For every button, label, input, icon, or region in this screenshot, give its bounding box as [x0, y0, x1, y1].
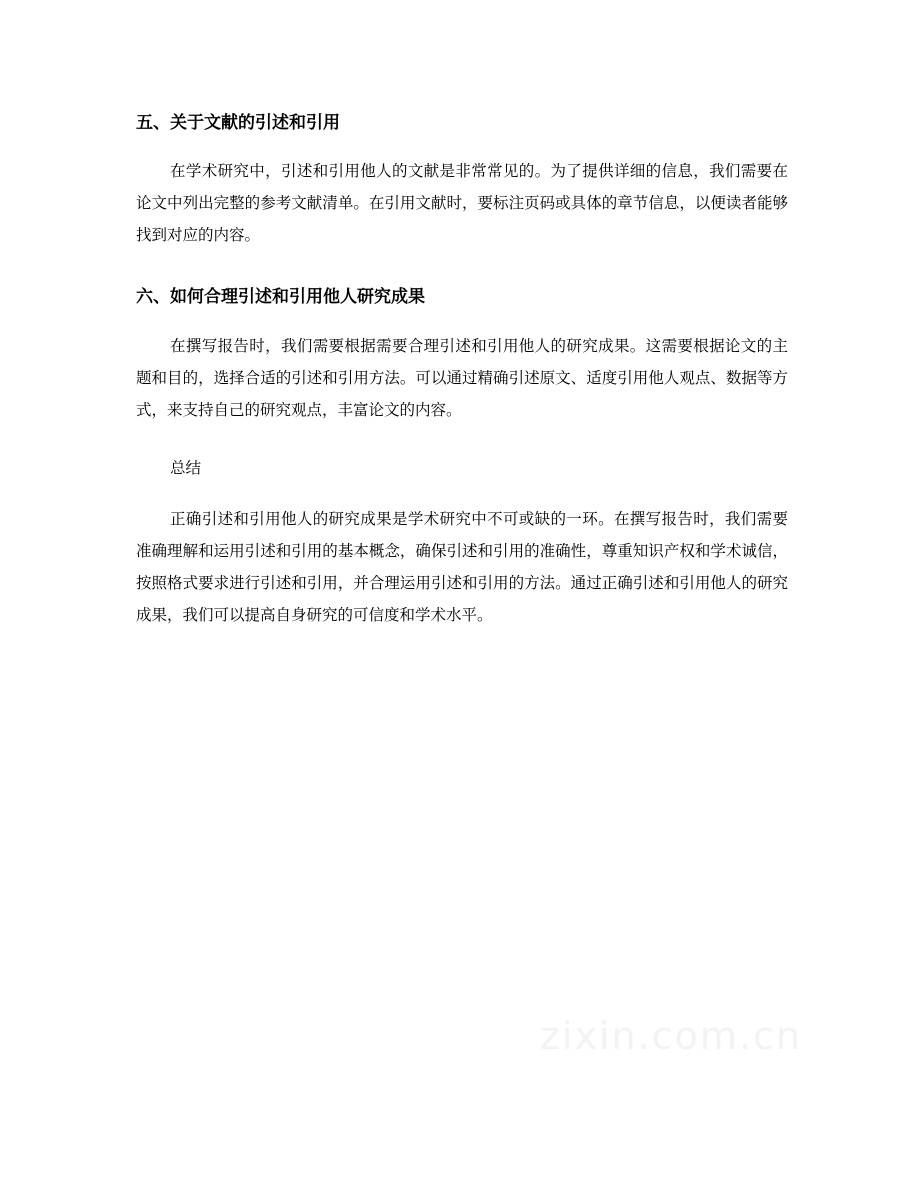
- section-6-heading: 六、如何合理引述和引用他人研究成果: [136, 287, 425, 307]
- summary-paragraph: 正确引述和引用他人的研究成果是学术研究中不可或缺的一环。在撰写报告时，我们需要准确理解和运用引述和引用的基本概念，确保引述和引用的准确性，尊重知识产权和学术诚信，按照格式要求进行引述和引用，并合理运用引述和引用的方法。通过正确引述和引用他人的研究成果，我们可以提高自身研究的可信度和学术水平。: [136, 510, 788, 624]
- summary-title: 总结: [170, 459, 202, 477]
- section-6-paragraph: 在撰写报告时，我们需要根据需要合理引述和引用他人的研究成果。这需要根据论文的主题和目的，选择合适的引述和引用方法。可以通过精确引述原文、适度引用他人观点、数据等方式，来支持自己的研究观点，丰富论文的内容。: [136, 337, 788, 419]
- section-5-paragraph: 在学术研究中，引述和引用他人的文献是非常常见的。为了提供详细的信息，我们需要在论文中列出完整的参考文献清单。在引用文献时，要标注页码或具体的章节信息，以便读者能够找到对应的内容。: [136, 162, 788, 244]
- watermark: zixin.com.cn: [540, 1014, 802, 1058]
- section-5-heading: 五、关于文献的引述和引用: [136, 113, 340, 133]
